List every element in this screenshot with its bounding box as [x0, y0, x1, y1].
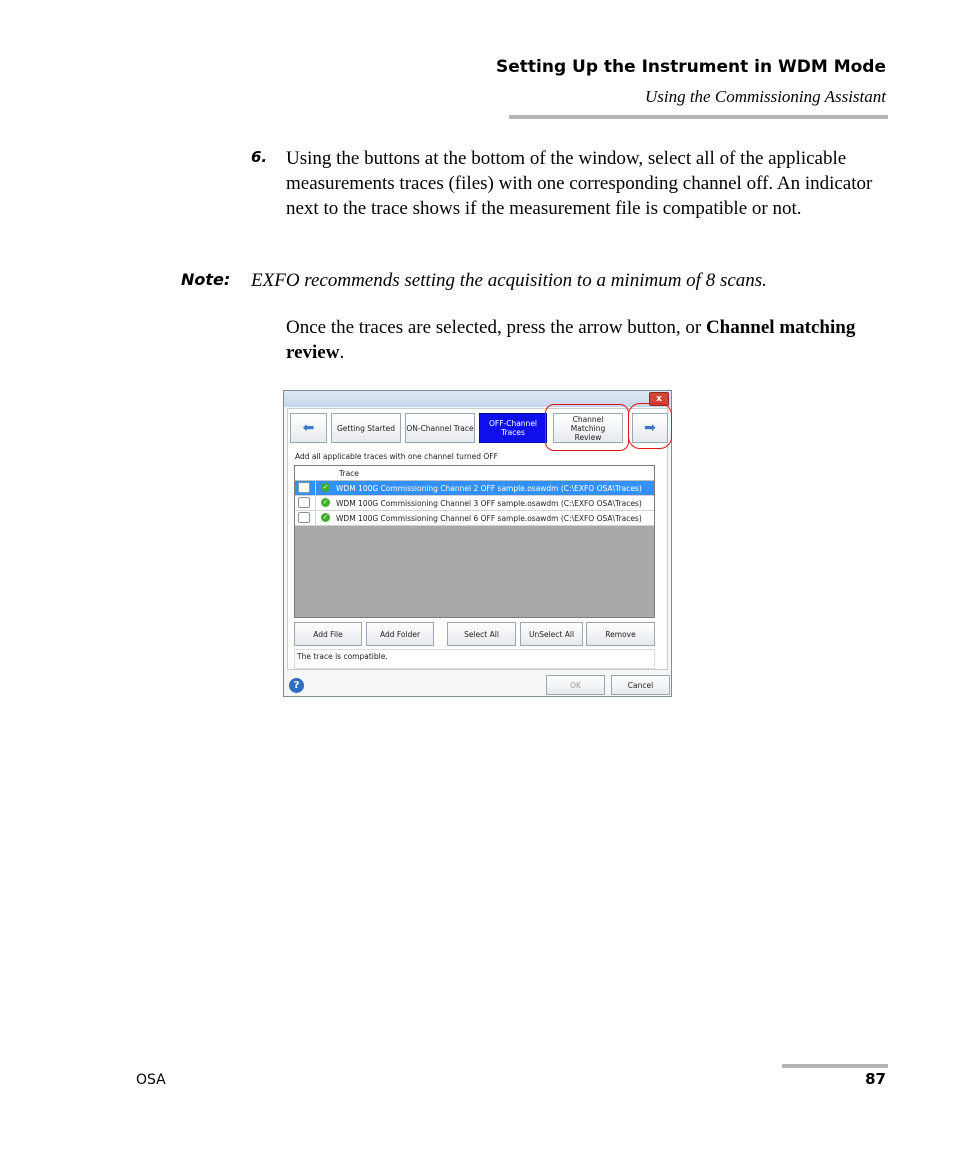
- back-arrow-button[interactable]: [290, 413, 327, 443]
- table-row[interactable]: [295, 481, 654, 496]
- footer-rule: [782, 1064, 888, 1068]
- header-rule: [509, 115, 888, 119]
- running-header-title: Setting Up the Instrument in WDM Mode: [495, 57, 886, 77]
- remove-button[interactable]: Remove: [586, 622, 655, 646]
- note-label: Note:: [181, 270, 231, 289]
- step-on-channel-trace[interactable]: ON-Channel Trace: [405, 413, 475, 443]
- add-file-button[interactable]: Add File: [294, 622, 362, 646]
- table-row[interactable]: [295, 511, 654, 526]
- unselect-all-button[interactable]: UnSelect All: [520, 622, 583, 646]
- ok-button[interactable]: OK: [546, 675, 605, 695]
- row-checkbox[interactable]: [298, 512, 310, 523]
- compatible-check-icon: ✓: [322, 513, 329, 521]
- row-checkbox[interactable]: [298, 482, 310, 493]
- table-row[interactable]: [295, 496, 654, 511]
- column-divider: [315, 511, 316, 525]
- table-header: [295, 466, 654, 481]
- select-all-button[interactable]: Select All: [447, 622, 516, 646]
- column-divider: [315, 481, 316, 495]
- body-paragraph: [286, 315, 886, 365]
- compatible-check-icon: ✓: [322, 498, 329, 506]
- column-trace: Trace: [339, 469, 359, 478]
- trace-table: [294, 465, 655, 618]
- trace-name: WDM 100G Commissioning Channel 2 OFF sample.osawdm (C:\EXFO OSA\Traces): [336, 484, 642, 493]
- body-text-bold: Channel matching review: [286, 317, 856, 363]
- trace-name: WDM 100G Commissioning Channel 3 OFF sample.osawdm (C:\EXFO OSA\Traces): [336, 499, 642, 508]
- step-off-channel-traces[interactable]: OFF-Channel Traces: [479, 413, 547, 443]
- trace-name: WDM 100G Commissioning Channel 6 OFF sample.osawdm (C:\EXFO OSA\Traces): [336, 514, 642, 523]
- status-text: The trace is compatible.: [297, 652, 388, 661]
- body-text-pre: Once the traces are selected, press the arrow button, or: [286, 317, 706, 338]
- compatible-check-icon: ✓: [322, 483, 329, 491]
- arrow-right-icon: ➡: [644, 419, 656, 436]
- page-number: 87: [865, 1070, 886, 1088]
- highlight-ring-review: [545, 404, 629, 451]
- step-channel-matching-review[interactable]: Channel Matching Review: [553, 413, 623, 443]
- cancel-button[interactable]: Cancel: [611, 675, 670, 695]
- footer-product: OSA: [136, 1072, 166, 1088]
- add-folder-button[interactable]: Add Folder: [366, 622, 434, 646]
- highlight-ring-arrow: [628, 403, 672, 449]
- instruction-text: Add all applicable traces with one channel turned OFF: [295, 452, 498, 461]
- body-text-post: .: [339, 342, 345, 363]
- help-icon[interactable]: ?: [289, 678, 304, 693]
- step-getting-started[interactable]: Getting Started: [331, 413, 401, 443]
- status-box: [294, 649, 655, 669]
- note-text: EXFO recommends setting the acquisition to a minimum of 8 scans.: [251, 270, 767, 291]
- step-text: Using the buttons at the bottom of the window, select all of the applicable measurements traces (files) with one corresponding channel off. An indicator next to the trace shows if the measurement file is compatible or not.: [286, 148, 873, 219]
- step-number: 6.: [251, 148, 268, 166]
- commissioning-dialog: [283, 390, 672, 697]
- arrow-left-icon: ⬅: [302, 419, 315, 436]
- close-button[interactable]: x: [649, 392, 669, 406]
- column-divider: [315, 496, 316, 510]
- running-header-subtitle: Using the Commissioning Assistant: [644, 87, 886, 106]
- row-checkbox[interactable]: [298, 497, 310, 508]
